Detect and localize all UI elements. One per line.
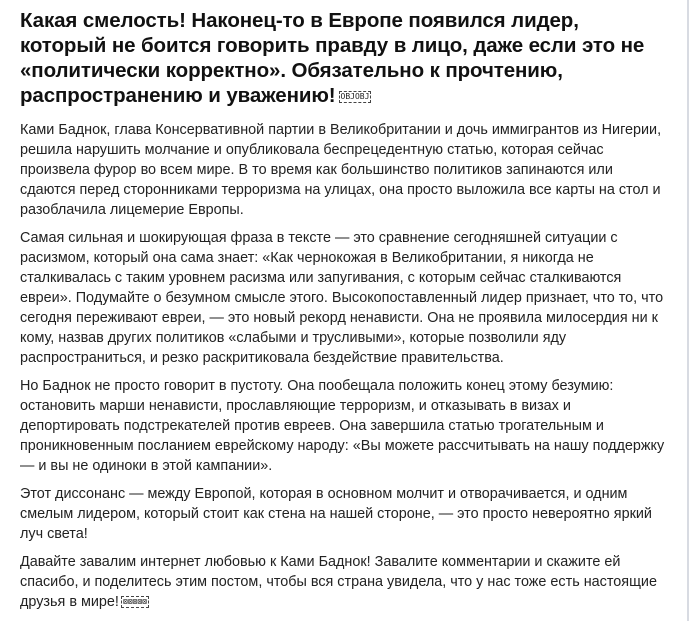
post-paragraph-4: Этот диссонанс — между Европой, которая в основном молчит и отворачивается, и одним смелым лидером, который стоит как стена на нашей стороне, — это просто невероятно яркий луч света! bbox=[20, 486, 652, 542]
headline-text: Какая смелость! Наконец-то в Европе появился лидер, который не боится говорить правду в лицо, даже если это не «политически корректно». Обязательно к прочтению, распространению и уважению! bbox=[20, 9, 645, 107]
post-headline bbox=[20, 8, 665, 108]
post-closing-paragraph bbox=[20, 552, 665, 612]
missing-emoji-icon: ⊠⊠⊠⊠⊠ bbox=[122, 597, 147, 606]
post-paragraph-3: Но Баднок не просто говорит в пустоту. Она пообещала положить конец этому безумию: остановить марши ненависти, прославляющие терроризм, и отказывать в визах и депортировать подстрекателей против евреев. Она завершила статью трогательным и проникновенным посланием еврейскому народу: «Вы можете рассчитывать на нашу поддержку — и вы не одиноки в этой кампании». bbox=[20, 378, 665, 474]
object-replacement-icon: OBJOBJ bbox=[340, 92, 370, 101]
post-paragraph-2: Самая сильная и шокирующая фраза в тексте — это сравнение сегодняшней ситуации с расизмом, который она сама знает: «Как чернокожая в Великобритании, я никогда не сталкивалась с таким уровнем расизма или запугивания, с которым сейчас сталкиваются евреи». Подумайте о безумном смысле этого. Высокопоставленный лидер признает, что то, что сегодня переживают евреи, — это новый рекорд ненависти. Она не проявила милосердия ни к кому, назвав других политиков «слабыми и трусливыми», которые позволили яду распространиться, и резко раскритиковала бездействие правительства. bbox=[20, 230, 664, 366]
post-paragraph-1: Ками Баднок, глава Консервативной партии в Великобритании и дочь иммигрантов из Нигерии, решила нарушить молчание и опубликовала беспрецедентную статью, которая сейчас произвела фурор во всем мире. В то время как большинство политиков запинаются или сдаются перед сторонниками терроризма на улицах, она просто выложила все карты на стол и разоблачила лицемерие Европы. bbox=[20, 122, 662, 218]
closing-text: Давайте завалим интернет любовью к Ками Баднок! Завалите комментарии и скажите ей спасибо, и поделитесь этим постом, чтобы вся страна увидела, что у нас тоже есть настоящие друзья в мире! bbox=[20, 554, 657, 610]
